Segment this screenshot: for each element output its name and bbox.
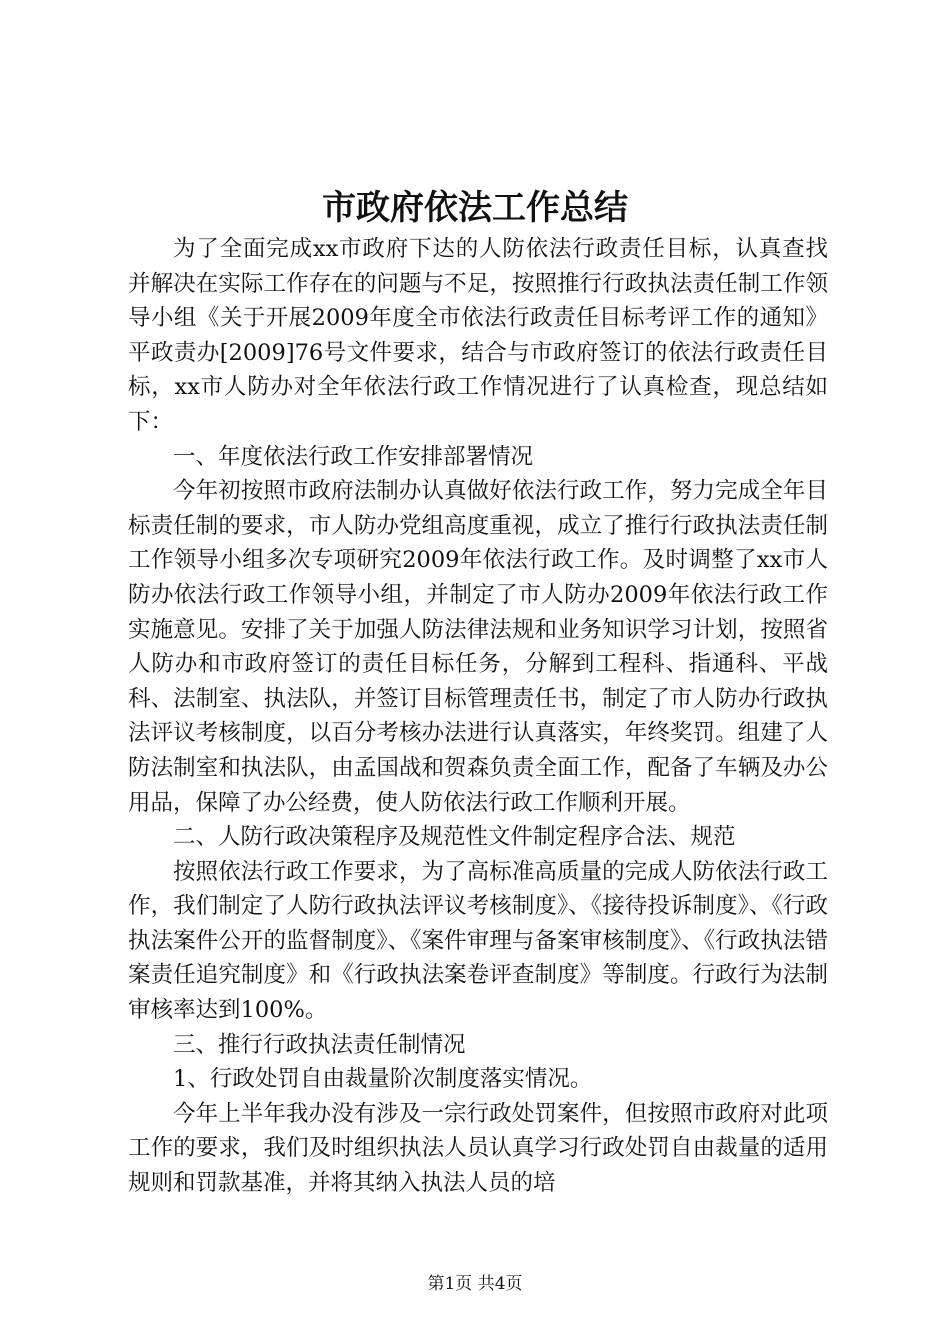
section-heading-3: 三、推行行政执法责任制情况 [173,1031,466,1058]
section-heading-2: 二、人防行政决策程序及规范性文件制定程序合法、规范 [173,824,736,851]
section-heading-1: 一、年度依法行政工作安排部署情况 [173,443,534,470]
paragraph-section-1: 今年初按照市政府法制办认真做好依法行政工作，努力完成全年目标责任制的要求，市人防办党组高度重视，成立了推行行政执法责任制工作领导小组多次专项研究2009年依法行政工作。及时调整了xx市人防办依法行政工作领导小组，并制定了市人防办2009年依法行政工作实施意见。安排了关于加强人防法律法规和业务知识学习计划，按照省人防办和市政府签订的责任目标任务，分解到工程科、指通科、平战科、法制室、执法队，并签订目标管理责任书，制定了市人防办行政执法评议考核制度，以百分考核办法进行认真落实，年终奖罚。组建了人防法制室和执法队，由孟国战和贺森负责全面工作，配备了车辆及办公用品，保障了办公经费，使人防依法行政工作顺利开展。 [128,478,828,816]
page-number-footer: 第1页 共4页 [427,1274,523,1294]
subsection-heading-3-1: 1、行政处罚自由裁量阶次制度落实情况。 [173,1066,593,1093]
document-title: 市政府依法工作总结 [322,188,628,228]
paragraph-section-2: 按照依法行政工作要求，为了高标准高质量的完成人防依法行政工作，我们制定了人防行政执法评议考核制度》、《接待投诉制度》、《行政执法案件公开的监督制度》、《案件审理与备案审核制度》、《行政执法错案责任追究制度》和《行政执法案卷评查制度》等制度。行政行为法制审核率达到100%。 [128,858,828,1024]
paragraph-intro: 为了全面完成xx市政府下达的人防依法行政责任目标，认真查找并解决在实际工作存在的问题与不足，按照推行行政执法责任制工作领导小组《关于开展2009年度全市依法行政责任目标考评工作的通知》平政责办[2009]76号文件要求，结合与市政府签订的依法行政责任目标，xx市人防办对全年依法行政工作情况进行了认真检查，现总结如下： [128,236,828,435]
paragraph-section-3-1: 今年上半年我办没有涉及一宗行政处罚案件，但按照市政府对此项工作的要求，我们及时组织执法人员认真学习行政处罚自由裁量的适用规则和罚款基准，并将其纳入执法人员的培 [128,1100,828,1197]
document-body [128,232,828,1201]
